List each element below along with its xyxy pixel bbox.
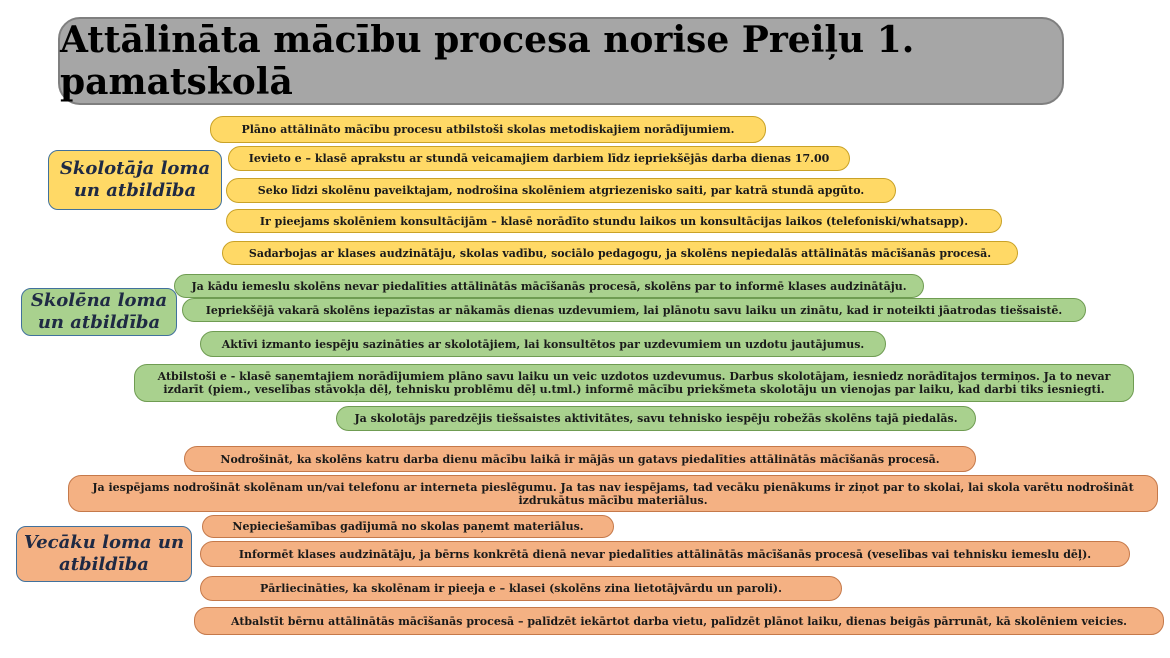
parent-item-3: Nepieciešamības gadījumā no skolas paņemt materiālus.: [202, 515, 614, 538]
student-role-label: Skolēna loma un atbildība: [21, 288, 177, 336]
parent-item-1: Nodrošināt, ka skolēns katru darba dienu mācību laikā ir mājās un gatavs piedalīties attālinātās mācīšanās procesā.: [184, 446, 976, 472]
teacher-item-2: Ievieto e – klasē aprakstu ar stundā veicamajiem darbiem līdz iepriekšējās darba dienas 17.00: [228, 146, 850, 171]
teacher-item-1: Plāno attālināto mācību procesu atbilstoši skolas metodiskajiem norādījumiem.: [210, 116, 766, 143]
teacher-item-3: Seko līdzi skolēnu paveiktajam, nodrošina skolēniem atgriezenisko saiti, par katrā stundā apgūto.: [226, 178, 896, 203]
student-item-5: Ja skolotājs paredzējis tiešsaistes aktivitātes, savu tehnisko iespēju robežās skolēns tajā piedalās.: [336, 406, 976, 431]
page-title: Attālināta mācību procesa norise Preiļu 1. pamatskolā: [58, 17, 1064, 105]
parent-item-6: Atbalstīt bērnu attālinātās mācīšanās procesā – palīdzēt iekārtot darba vietu, palīdzēt plānot laiku, dienas beigās pārrunāt, kā skolēniem veicies.: [194, 607, 1164, 635]
parent-role-label: Vecāku loma un atbildība: [16, 526, 192, 582]
teacher-item-5: Sadarbojas ar klases audzinātāju, skolas vadību, sociālo pedagogu, ja skolēns nepiedalās attālinātās mācīšanās procesā.: [222, 241, 1018, 265]
student-item-3: Aktīvi izmanto iespēju sazināties ar skolotājiem, lai konsultētos par uzdevumiem un uzdotu jautājumus.: [200, 331, 886, 357]
teacher-role-label: Skolotāja loma un atbildība: [48, 150, 222, 210]
student-item-4: Atbilstoši e - klasē saņemtajiem norādījumiem plāno savu laiku un veic uzdotos uzdevumus. Darbus skolotājam, iesniedz norādītajos termiņos. Ja to nevar izdarīt (piem., veselības stāvokļa dēļ, tehnisku problēmu dēļ u.tml.) informē mācību priekšmeta skolotāju un vienojas par laiku, kad darbi tiks iesniegti.: [134, 364, 1134, 402]
parent-item-5: Pārliecināties, ka skolēnam ir pieeja e – klasei (skolēns zina lietotājvārdu un paroli).: [200, 576, 842, 601]
teacher-item-4: Ir pieejams skolēniem konsultācijām – klasē norādīto stundu laikos un konsultācijas laikos (telefoniski/whatsapp).: [226, 209, 1002, 233]
parent-item-4: Informēt klases audzinātāju, ja bērns konkrētā dienā nevar piedalīties attālinātās mācīšanās procesā (veselības vai tehnisku iemeslu dēļ).: [200, 541, 1130, 567]
student-item-2: Iepriekšējā vakarā skolēns iepazīstas ar nākamās dienas uzdevumiem, lai plānotu savu laiku un zinātu, kad ir noteikti jāatrodas tiešsaistē.: [182, 298, 1086, 322]
parent-item-2: Ja iespējams nodrošināt skolēnam un/vai telefonu ar interneta pieslēgumu. Ja tas nav iespējams, tad vecāku pienākums ir ziņot par to skolai, lai skola varētu nodrošināt izdrukātus mācību materiālus.: [68, 475, 1158, 512]
student-item-1: Ja kādu iemeslu skolēns nevar piedalīties attālinātās mācīšanās procesā, skolēns par to informē klases audzinātāju.: [174, 274, 924, 298]
